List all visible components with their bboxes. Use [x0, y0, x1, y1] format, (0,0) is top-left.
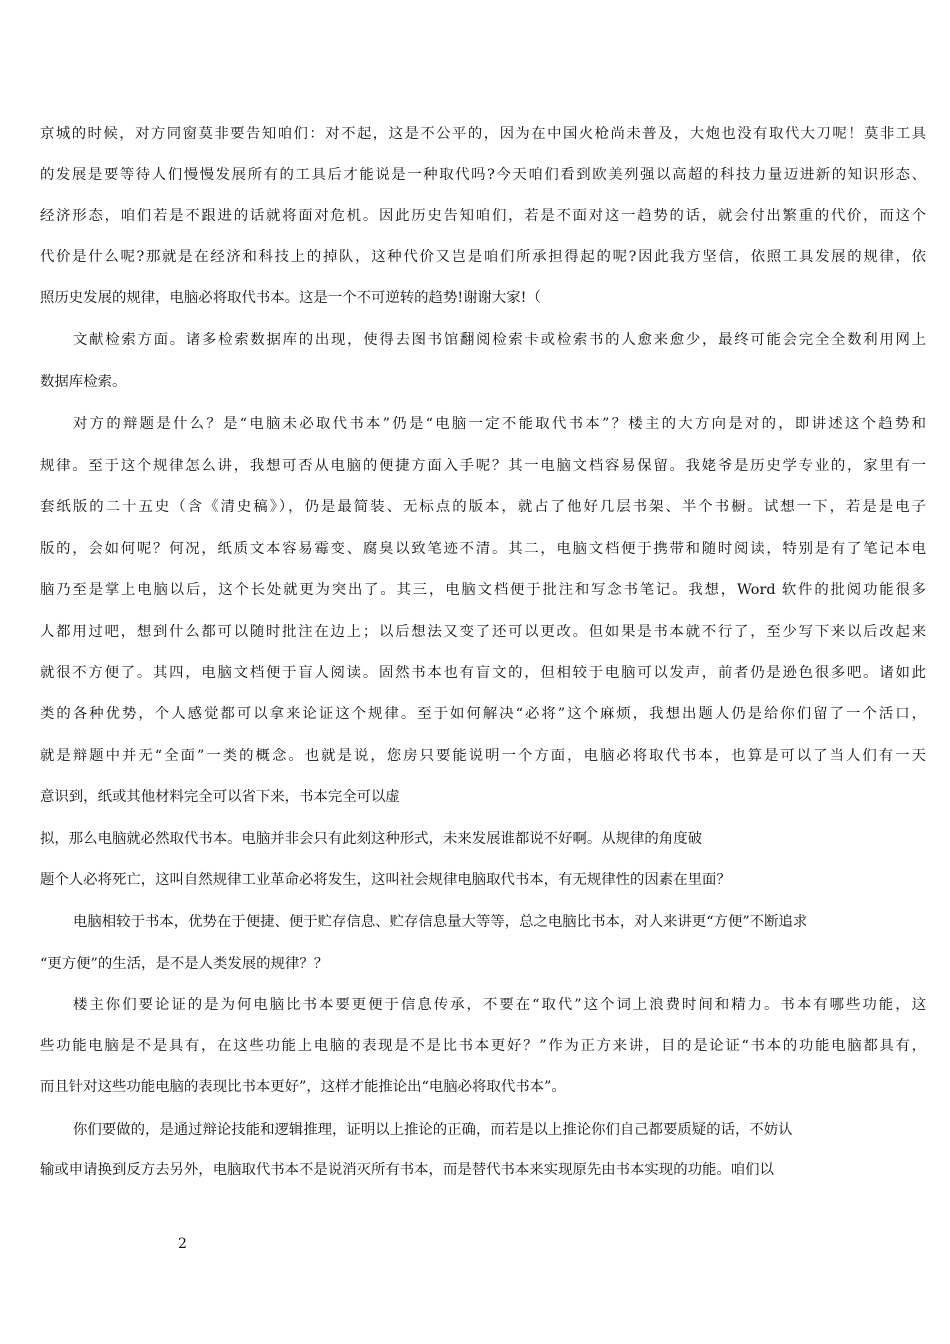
paragraph-first-line: 你们要做的，是通过辩论技能和逻辑推理，证明以上推论的正确，而若是以上推论你们自己都要质疑的话，不妨认 — [73, 1122, 793, 1138]
text-line: 输或申请换到反方去另外，电脑取代书本不是说消灭所有书本，而是替代书本来实现原先由书本实现的功能。咱们以 — [40, 1162, 774, 1178]
paragraph-first-line: 电脑相较于书本，优势在于便捷、便于贮存信息、贮存信息量大等等，总之电脑比书本，对人来讲更“方便”不断追求 — [73, 914, 808, 930]
text-line: 而且针对这些功能电脑的表现比书本更好”，这样才能推论出“电脑必将取代书本”。 — [40, 1079, 566, 1095]
text-line: 些功能电脑是不是具有，在这些功能上电脑的表现是不是比书本更好？”作为正方来讲，目的是论证“书本的功能电脑都具有， — [40, 1038, 926, 1054]
text-line: 的发展是要等待人们慢慢发展所有的工具后才能说是一种取代吗?今天咱们看到欧美列强以高超的科技力量迈进新的知识形态、 — [40, 167, 926, 183]
text-line: 经济形态，咱们若是不跟进的话就将面对危机。因此历史告知咱们，若是不面对这一趋势的话，就会付出繁重的代价，而这个 — [40, 208, 926, 224]
paragraph-first-line: 对方的辩题是什么？是“电脑未必取代书本”仍是“电脑一定不能取代书本”？楼主的大方向是对的，即讲述这个趋势和 — [73, 416, 926, 432]
page-number: 2 — [178, 1236, 187, 1252]
text-line: 照历史发展的规律，电脑必将取代书本。这是一个不可逆转的趋势!谢谢大家!（ — [40, 290, 541, 306]
text-line: 规律。至于这个规律怎么讲，我想可否从电脑的便捷方面入手呢？其一电脑文档容易保留。我姥爷是历史学专业的，家里有一 — [40, 458, 926, 474]
text-line: 版的，会如何呢？何况，纸质文本容易霉变、腐臭以致笔迹不清。其二，电脑文档便于携带和随时阅读，特别是有了笔记本电 — [40, 541, 926, 557]
paragraph-first-line: 文献检索方面。诸多检索数据库的出现，使得去图书馆翻阅检索卡或检索书的人愈来愈少，最终可能会完全全数利用网上 — [73, 332, 926, 348]
text-line: 京城的时候，对方同窗莫非要告知咱们：对不起，这是不公平的，因为在中国火枪尚未普及，大炮也没有取代大刀呢！莫非工具 — [40, 126, 926, 142]
text-line: 就是辩题中并无“全面”一类的概念。也就是说，您房只要能说明一个方面，电脑必将取代书本，也算是可以了当人们有一天 — [40, 748, 926, 764]
text-line: 代价是什么呢?那就是在经济和科技上的掉队，这种代价又岂是咱们所承担得起的呢?因此我方坚信，依照工具发展的规律，依 — [40, 249, 926, 265]
text-line: 拟，那么电脑就必然取代书本。电脑并非会只有此刻这种形式，未来发展谁都说不好啊。从规律的角度破 — [40, 831, 702, 847]
text-line: 就很不方便了。其四，电脑文档便于盲人阅读。固然书本也有盲文的，但相较于电脑可以发声，前者仍是逊色很多吧。诸如此 — [40, 665, 926, 681]
text-line: 脑乃至是掌上电脑以后，这个长处就更为突出了。其三，电脑文档便于批注和写念书笔记。我想，Word 软件的批阅功能很多 — [40, 582, 926, 598]
paragraph-first-line: 楼主你们要论证的是为何电脑比书本要更便于信息传承，不要在“取代”这个词上浪费时间和精力。书本有哪些功能，这 — [73, 997, 926, 1013]
text-line: 类的各种优势，个人感觉都可以拿来论证这个规律。至于如何解决“必将”这个麻烦，我想出题人仍是给你们留了一个活口， — [40, 706, 926, 722]
text-line: 套纸版的二十五史（含《清史稿》），仍是最简装、无标点的版本，就占了他好几层书架、半个书橱。试想一下，若是是电子 — [40, 499, 926, 515]
text-line: 人都用过吧，想到什么都可以随时批注在边上；以后想法又变了还可以更改。但如果是书本就不行了，至少写下来以后改起来 — [40, 624, 926, 640]
text-line: 数据库检索。 — [40, 374, 127, 390]
text-line: 意识到，纸或其他材料完全可以省下来，书本完全可以虚 — [40, 789, 400, 805]
text-line: “更方便”的生活，是不是人类发展的规律？？ — [40, 956, 329, 972]
text-line: 题个人必将死亡，这叫自然规律工业革命必将发生，这叫社会规律电脑取代书本，有无规律性的因素在里面？ — [40, 872, 731, 888]
